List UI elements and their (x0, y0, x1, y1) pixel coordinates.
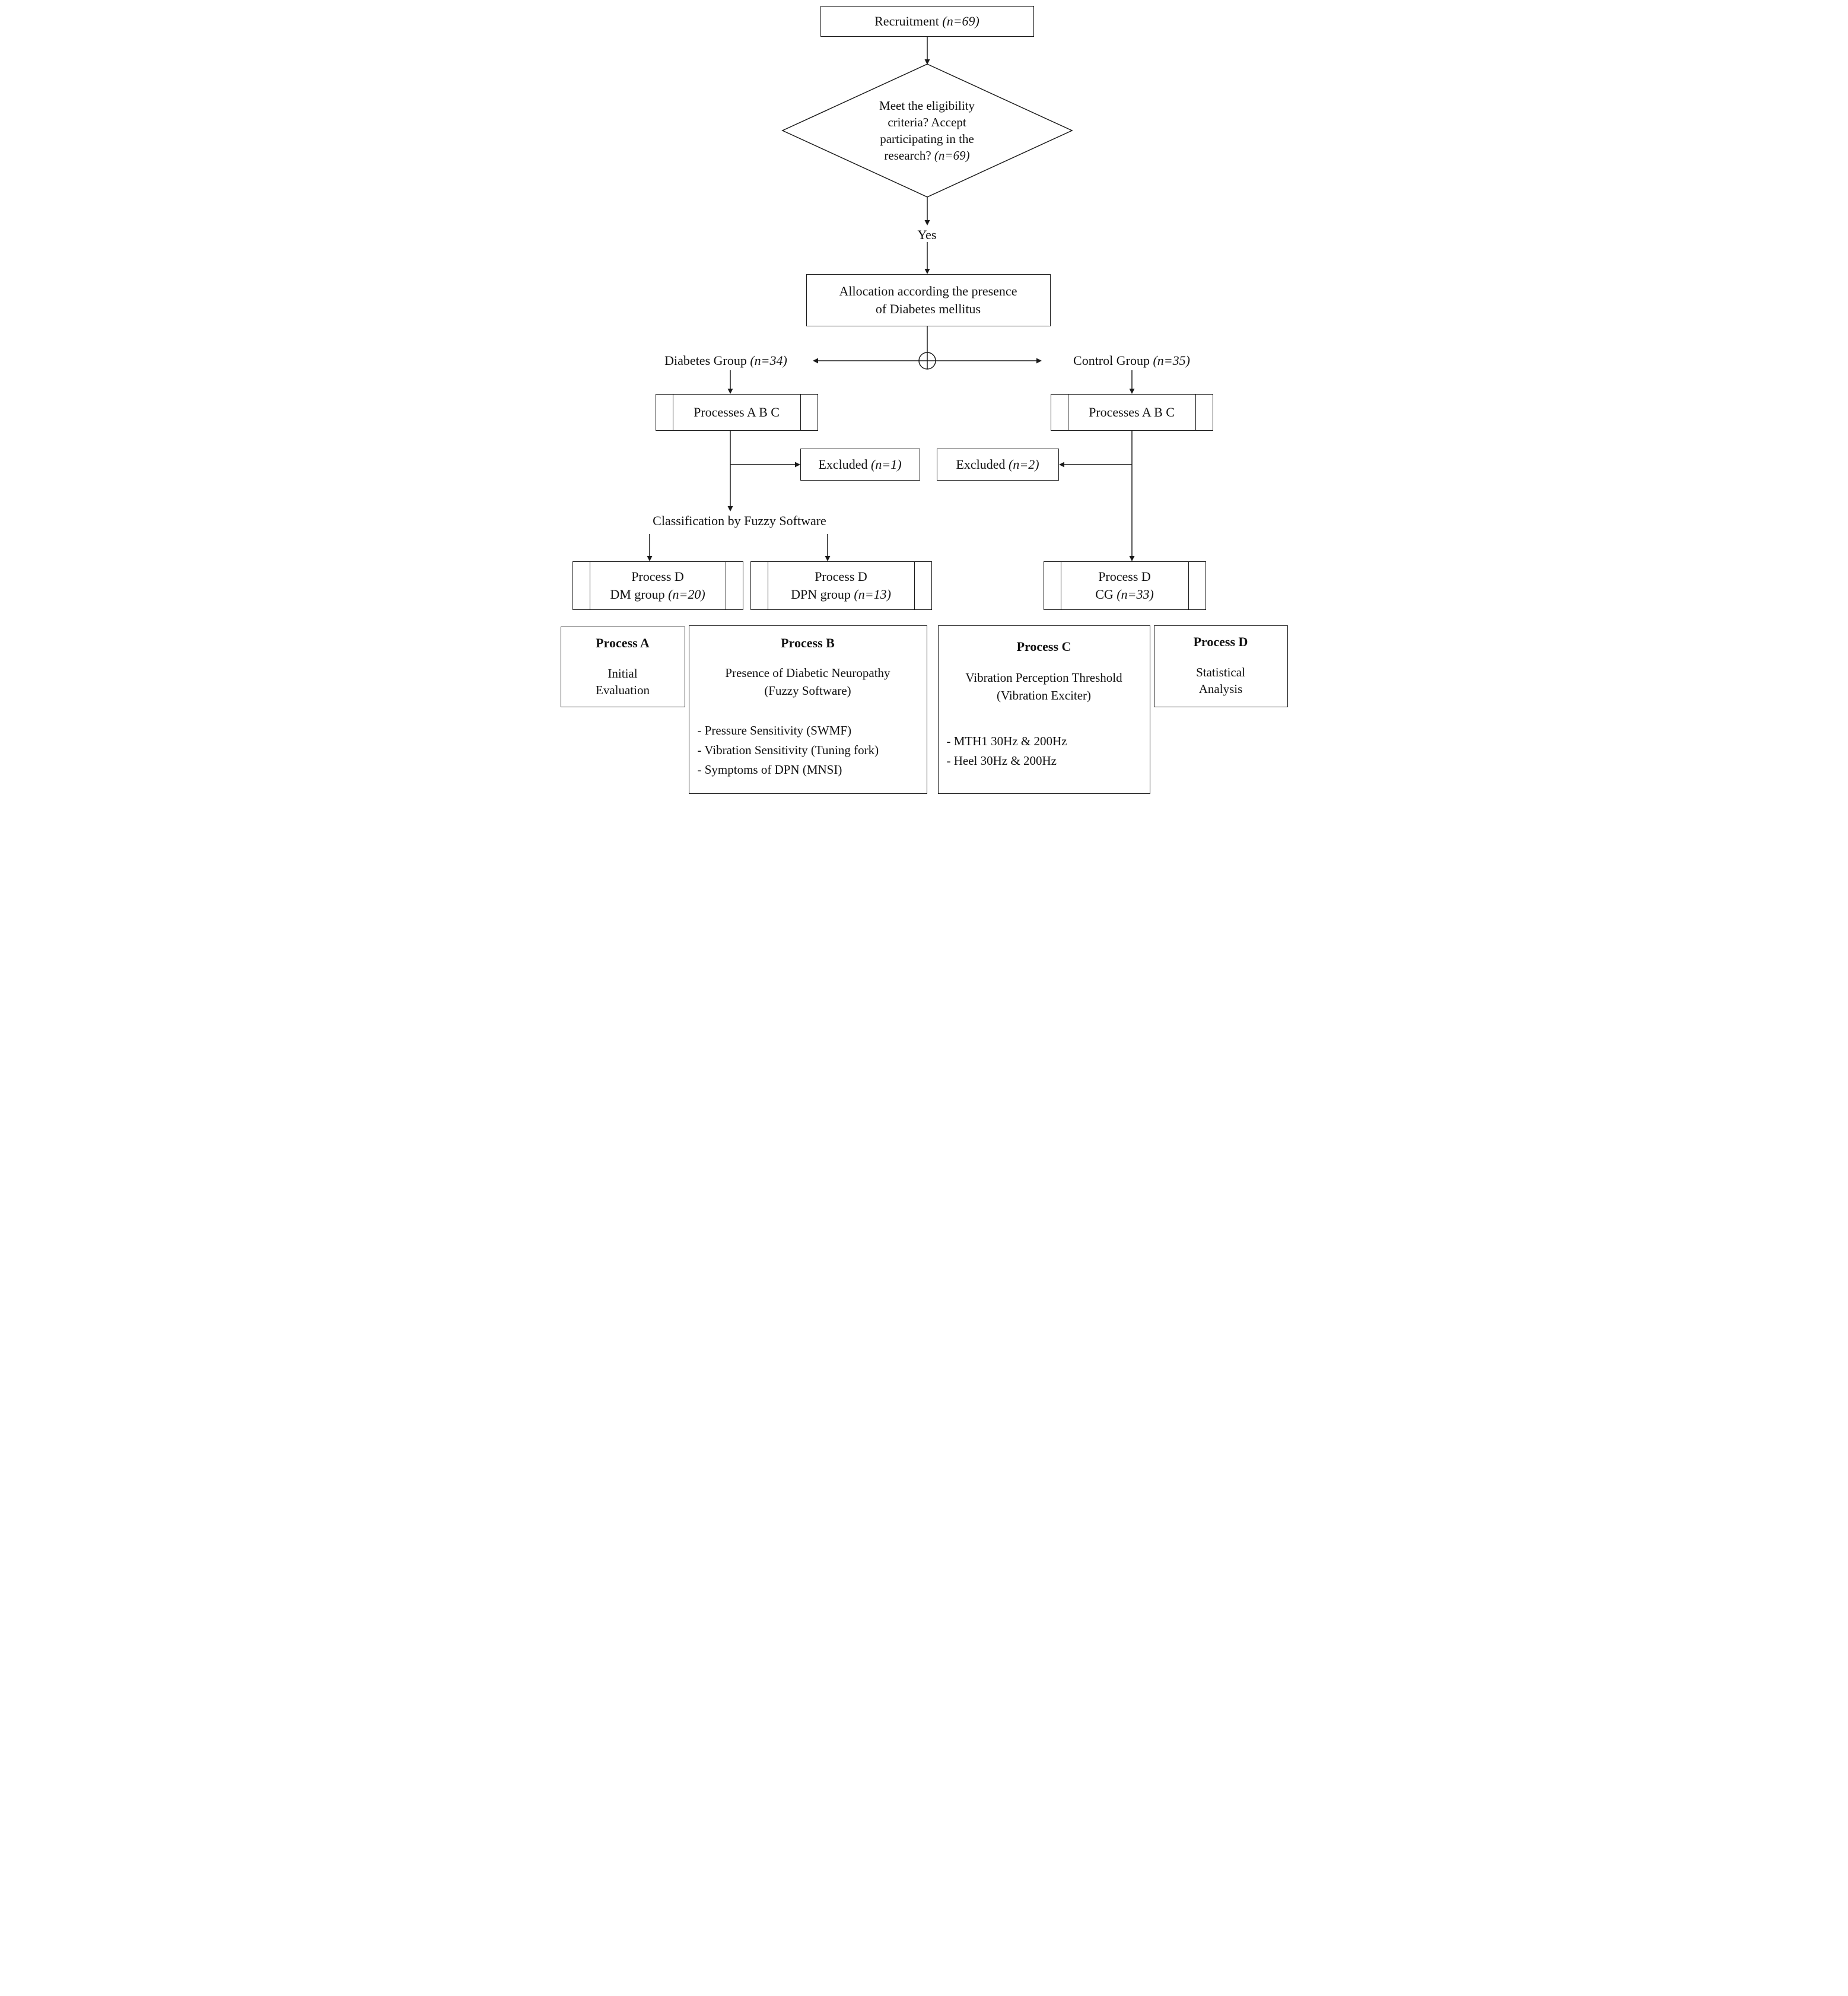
legend-item: - Vibration Sensitivity (Tuning fork) (697, 743, 879, 757)
legend-b-title: Process B (781, 635, 835, 650)
process-d-dpn-box (750, 561, 932, 610)
excluded-right-n: (n=2) (1009, 457, 1039, 472)
control-group-text: Control Group (1073, 353, 1153, 368)
arrowhead-down-icon (924, 220, 930, 225)
excluded-right-text: Excluded (956, 457, 1009, 472)
process-d-dpn-line2 (791, 586, 891, 603)
legend-c-items (947, 732, 1141, 771)
process-d-dm-line1: Process D (631, 569, 684, 584)
legend-process-c (938, 625, 1150, 794)
process-d-cg-n: (n=33) (1117, 587, 1154, 602)
flowchart-canvas (555, 0, 1294, 799)
excluded-left-label (818, 456, 901, 473)
eligibility-line: Meet the eligibility (879, 98, 975, 113)
process-d-dpn-n: (n=13) (854, 587, 891, 602)
arrowhead-right-icon (795, 462, 800, 468)
legend-c-subtitle-line1: Vibration Perception Threshold (965, 670, 1122, 685)
legend-b-items (698, 721, 918, 780)
arrowhead-down-icon (825, 556, 830, 561)
eligibility-line: participating in the (880, 132, 974, 146)
diabetes-group-label (637, 352, 815, 369)
excluded-left-text: Excluded (818, 457, 871, 472)
legend-a-title: Process A (596, 635, 650, 650)
eligibility-n: (n=69) (934, 148, 970, 163)
eligibility-line: criteria? Accept (888, 115, 966, 129)
allocation-line1: Allocation according the presence (839, 284, 1017, 298)
eligibility-line (832, 147, 1022, 164)
side-bar (1195, 395, 1196, 430)
legend-d-title: Process D (1193, 634, 1248, 649)
legend-process-a (561, 627, 685, 707)
recruitment-n: (n=69) (942, 14, 979, 28)
arrowhead-right-icon (1036, 358, 1042, 364)
side-bar (1188, 562, 1189, 609)
side-bar (800, 395, 801, 430)
excluded-left-box (800, 449, 920, 481)
legend-c-subtitle (947, 669, 1141, 704)
process-d-cg-line1: Process D (1098, 569, 1151, 584)
legend-process-b (689, 625, 927, 794)
process-d-cg-box (1044, 561, 1206, 610)
yes-label: Yes (917, 227, 937, 242)
process-d-cg-text: CG (1095, 587, 1117, 602)
legend-b-subtitle-line1: Presence of Diabetic Neuropathy (725, 666, 890, 680)
legend-c-subtitle-line2: (Vibration Exciter) (996, 688, 1092, 703)
legend-item: - MTH1 30Hz & 200Hz (946, 734, 1067, 748)
recruitment-text: Recruitment (874, 14, 943, 28)
arrowhead-left-icon (1059, 462, 1064, 468)
processes-abc-right-label: Processes A B C (1089, 405, 1175, 419)
arrowhead-down-icon (924, 59, 930, 65)
classification-label: Classification by Fuzzy Software (653, 513, 826, 528)
legend-item: - Pressure Sensitivity (SWMF) (697, 723, 852, 738)
excluded-right-label (956, 456, 1039, 473)
arrowhead-down-icon (924, 269, 930, 274)
process-d-dpn-line1: Process D (815, 569, 867, 584)
excluded-left-n: (n=1) (871, 457, 902, 472)
process-d-dm-text: DM group (610, 587, 669, 602)
eligibility-diamond-label (832, 97, 1022, 164)
legend-d-body: Statistical Analysis (1196, 665, 1245, 696)
diabetes-group-n: (n=34) (750, 353, 787, 368)
arrowhead-down-icon (1129, 556, 1134, 561)
control-group-n: (n=35) (1153, 353, 1190, 368)
eligibility-last-line: research? (884, 148, 934, 163)
arrowhead-down-icon (727, 506, 733, 511)
legend-item: - Symptoms of DPN (MNSI) (697, 762, 842, 777)
arrowhead-down-icon (1129, 389, 1134, 394)
processes-abc-left-box (656, 394, 818, 431)
process-d-cg-line2 (1095, 586, 1154, 603)
side-bar (914, 562, 915, 609)
allocation-box (806, 274, 1051, 326)
control-group-label (1043, 352, 1221, 369)
processes-abc-right-box (1051, 394, 1213, 431)
diabetes-group-text: Diabetes Group (664, 353, 750, 368)
process-d-dm-line2 (610, 586, 705, 603)
legend-b-subtitle (698, 664, 918, 700)
allocation-line2: of Diabetes mellitus (875, 301, 981, 316)
arrowhead-down-icon (727, 389, 733, 394)
legend-b-subtitle-line2: (Fuzzy Software) (764, 684, 851, 698)
process-d-dm-box (572, 561, 743, 610)
excluded-right-box (937, 449, 1059, 481)
legend-item: - Heel 30Hz & 200Hz (946, 754, 1057, 768)
legend-c-title: Process C (1016, 639, 1071, 654)
recruitment-box (820, 6, 1034, 37)
legend-process-d (1154, 625, 1288, 707)
processes-abc-left-label: Processes A B C (694, 405, 780, 419)
arrowhead-down-icon (647, 556, 652, 561)
process-d-dpn-text: DPN group (791, 587, 854, 602)
recruitment-label (874, 12, 979, 30)
process-d-dm-n: (n=20) (668, 587, 705, 602)
legend-a-body: Initial Evaluation (596, 666, 650, 697)
